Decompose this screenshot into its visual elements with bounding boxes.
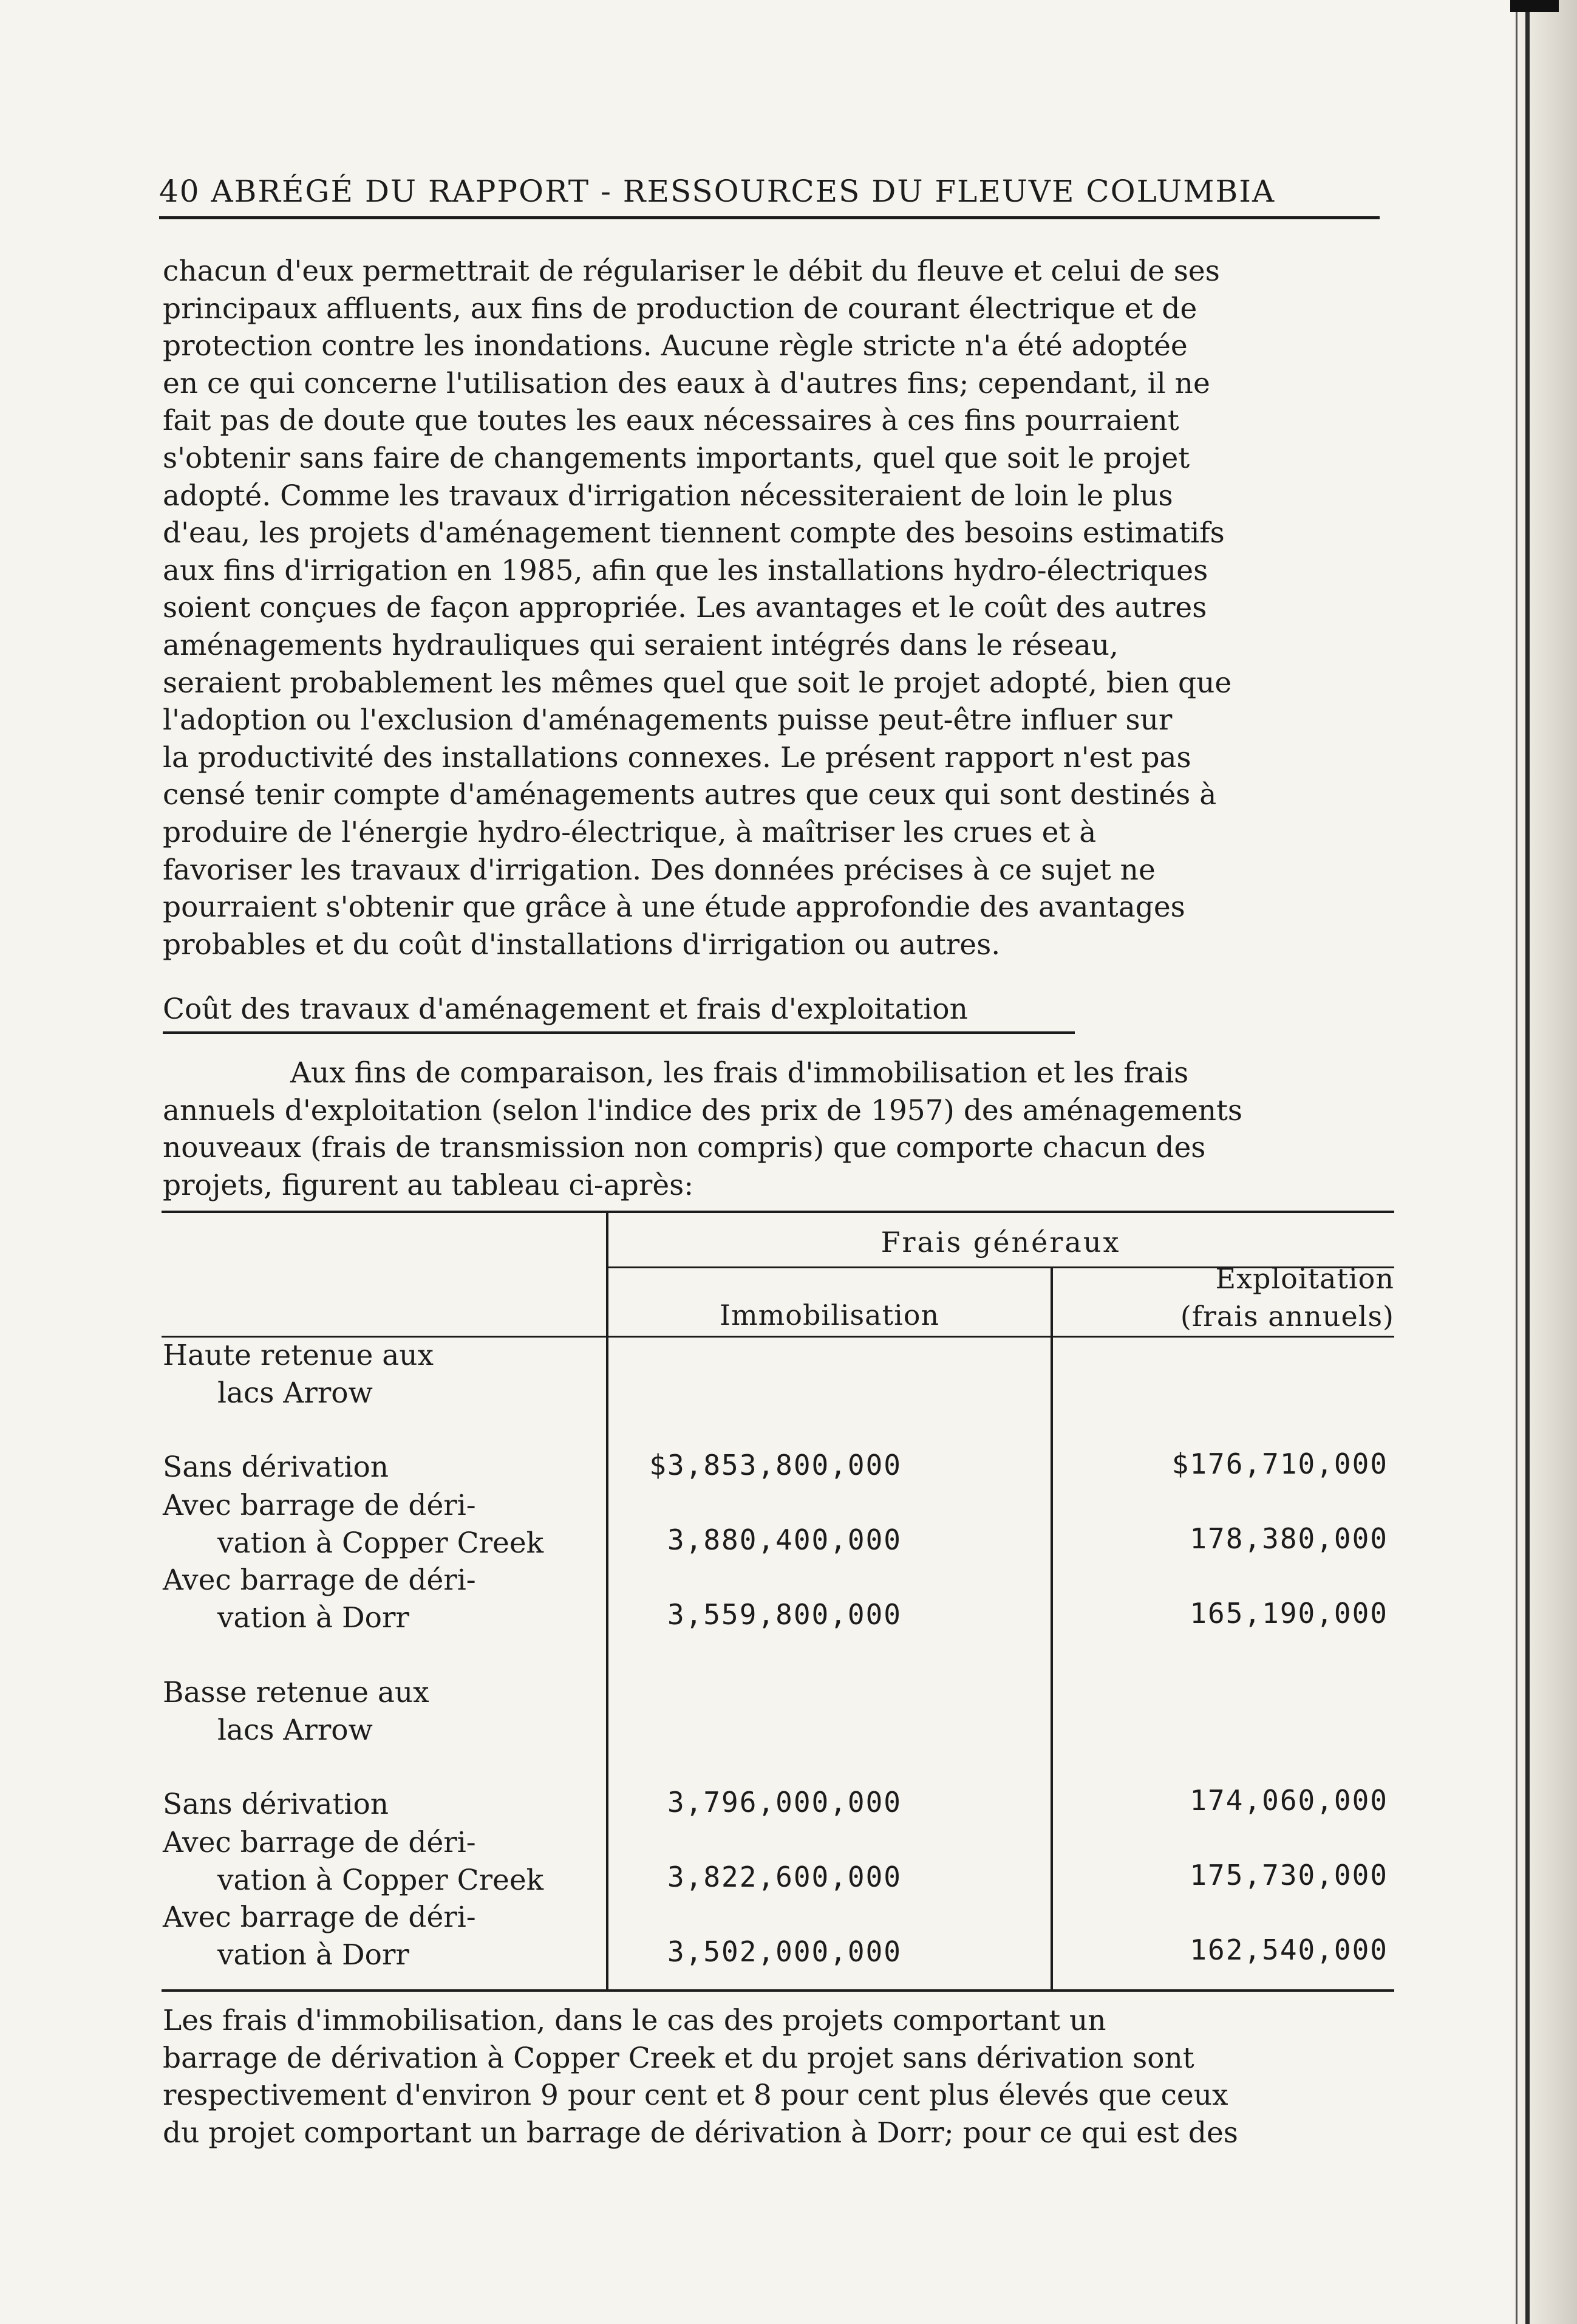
capital-cost-cell: 3,822,600,000: [667, 1861, 902, 1893]
text-line: fait pas de doute que toutes les eaux nécessaires à ces fins pourraient: [163, 404, 1179, 438]
operating-cost-cell: 165,190,000: [1190, 1597, 1388, 1630]
row-label-line: Avec barrage de déri-: [163, 1489, 476, 1522]
row-label-line: Avec barrage de déri-: [163, 1564, 476, 1597]
operating-cost-cell: 162,540,000: [1190, 1933, 1388, 1966]
text-line: en ce qui concerne l'utilisation des eaux à d'autres fins; cependant, il ne: [163, 366, 1210, 400]
table-top-rule: [162, 1211, 1394, 1213]
row-label: [163, 1899, 476, 1974]
row-label: [163, 1562, 476, 1636]
row-label: [163, 1449, 389, 1486]
text-line: principaux affluents, aux fins de production de courant électrique et de: [163, 292, 1197, 326]
table-group-header: Frais généraux: [880, 1226, 1121, 1259]
text-line: projets, figurent au tableau ci-après:: [163, 1168, 694, 1202]
text-line: aux fins d'irrigation en 1985, afin que les installations hydro-électriques: [163, 553, 1208, 587]
row-label-line: Avec barrage de déri-: [163, 1901, 476, 1934]
text-line: nouveaux (frais de transmission non compris) que comporte chacun des: [163, 1131, 1206, 1165]
row-label-line: vation à Copper Creek: [217, 1526, 544, 1560]
paragraph-1: [163, 253, 1389, 963]
table-bottom-rule: [162, 1989, 1394, 1992]
capital-cost-cell: 3,502,000,000: [667, 1935, 902, 1968]
row-label-line: vation à Dorr: [217, 1601, 409, 1635]
group-label-line: lacs Arrow: [217, 1376, 373, 1410]
capital-cost-cell: $3,853,800,000: [649, 1449, 902, 1482]
text-line: probables et du coût d'installations d'irrigation ou autres.: [163, 928, 1001, 962]
binding-edge-line-thin: [1516, 0, 1517, 2324]
text-line: chacun d'eux permettrait de régulariser le débit du fleuve et celui de ses: [163, 255, 1220, 288]
operating-cost-cell: 174,060,000: [1190, 1784, 1388, 1817]
capital-cost-cell: 3,880,400,000: [667, 1523, 902, 1556]
text-line: du projet comportant un barrage de dérivation à Dorr; pour ce qui est des: [163, 2116, 1238, 2150]
operating-cost-cell: 178,380,000: [1190, 1522, 1388, 1555]
capital-cost-cell: 3,559,800,000: [667, 1598, 902, 1631]
text-line: Les frais d'immobilisation, dans le cas des projets comportant un: [163, 2004, 1106, 2037]
text-line: adopté. Comme les travaux d'irrigation nécessiteraient de loin le plus: [163, 479, 1173, 513]
row-label: [163, 1786, 389, 1823]
running-head: 40 ABRÉGÉ DU RAPPORT - RESSOURCES DU FLEUVE COLUMBIA: [159, 174, 1276, 209]
text-line: respectivement d'environ 9 pour cent et 8 pour cent plus élevés que ceux: [163, 2079, 1228, 2113]
section-heading-underline: [163, 1031, 1075, 1034]
header-rule: [159, 216, 1380, 219]
text-line: seraient probablement les mêmes quel que soit le projet adopté, bien que: [163, 666, 1232, 700]
row-group-label: [163, 1337, 434, 1412]
group-label-line: Haute retenue aux: [163, 1339, 434, 1372]
group-label-line: lacs Arrow: [217, 1713, 373, 1747]
operating-cost-cell: 175,730,000: [1190, 1859, 1388, 1892]
text-line: annuels d'exploitation (selon l'indice des prix de 1957) des aménagements: [163, 1093, 1243, 1127]
column-header-operating: [1053, 1260, 1394, 1335]
text-line: favoriser les travaux d'irrigation. Des données précises à ce sujet ne: [163, 853, 1156, 887]
section-heading: Coût des travaux d'aménagement et frais d'exploitation: [163, 993, 968, 1026]
text-line: l'adoption ou l'exclusion d'aménagements puisse peut-être influer sur: [163, 703, 1173, 737]
row-label-line: Avec barrage de déri-: [163, 1826, 476, 1859]
column-header-capital: Immobilisation: [719, 1299, 940, 1331]
paragraph-3: [163, 2002, 1389, 2151]
row-label: [163, 1824, 543, 1899]
text-line: produire de l'énergie hydro-électrique, à maîtriser les crues et à: [163, 815, 1097, 849]
text-line: Aux fins de comparaison, les frais d'immobilisation et les frais: [290, 1056, 1189, 1090]
text-line: protection contre les inondations. Aucune règle stricte n'a été adoptée: [163, 329, 1188, 363]
row-label-line: vation à Copper Creek: [217, 1863, 544, 1897]
column-header-line: Exploitation: [1215, 1262, 1394, 1295]
row-label: [163, 1487, 543, 1562]
text-line: soient conçues de façon appropriée. Les avantages et le coût des autres: [163, 591, 1207, 625]
binding-edge-line: [1525, 0, 1530, 2324]
text-line: la productivité des installations connexes. Le présent rapport n'est pas: [163, 740, 1191, 774]
row-label-line: Sans dérivation: [163, 1788, 389, 1821]
text-line: aménagements hydrauliques qui seraient intégrés dans le réseau,: [163, 628, 1119, 662]
column-header-line: (frais annuels): [1180, 1300, 1394, 1333]
capital-cost-cell: 3,796,000,000: [667, 1786, 902, 1819]
row-group-label: [163, 1674, 429, 1749]
group-label-line: Basse retenue aux: [163, 1676, 429, 1709]
row-label-line: Sans dérivation: [163, 1451, 389, 1484]
text-line: d'eau, les projets d'aménagement tiennent compte des besoins estimatifs: [163, 516, 1225, 550]
binding-edge-mark: [1510, 0, 1559, 12]
text-line: barrage de dérivation à Copper Creek et du projet sans dérivation sont: [163, 2041, 1194, 2075]
page-edge-shadow: [1510, 0, 1577, 2324]
paragraph-2: [163, 1054, 1389, 1204]
operating-cost-cell: $176,710,000: [1171, 1447, 1388, 1480]
text-line: pourraient s'obtenir que grâce à une étude approfondie des avantages: [163, 890, 1185, 924]
row-label-line: vation à Dorr: [217, 1938, 409, 1972]
text-line: censé tenir compte d'aménagements autres que ceux qui sont destinés à: [163, 778, 1217, 812]
text-line: s'obtenir sans faire de changements importants, quel que soit le projet: [163, 441, 1190, 475]
